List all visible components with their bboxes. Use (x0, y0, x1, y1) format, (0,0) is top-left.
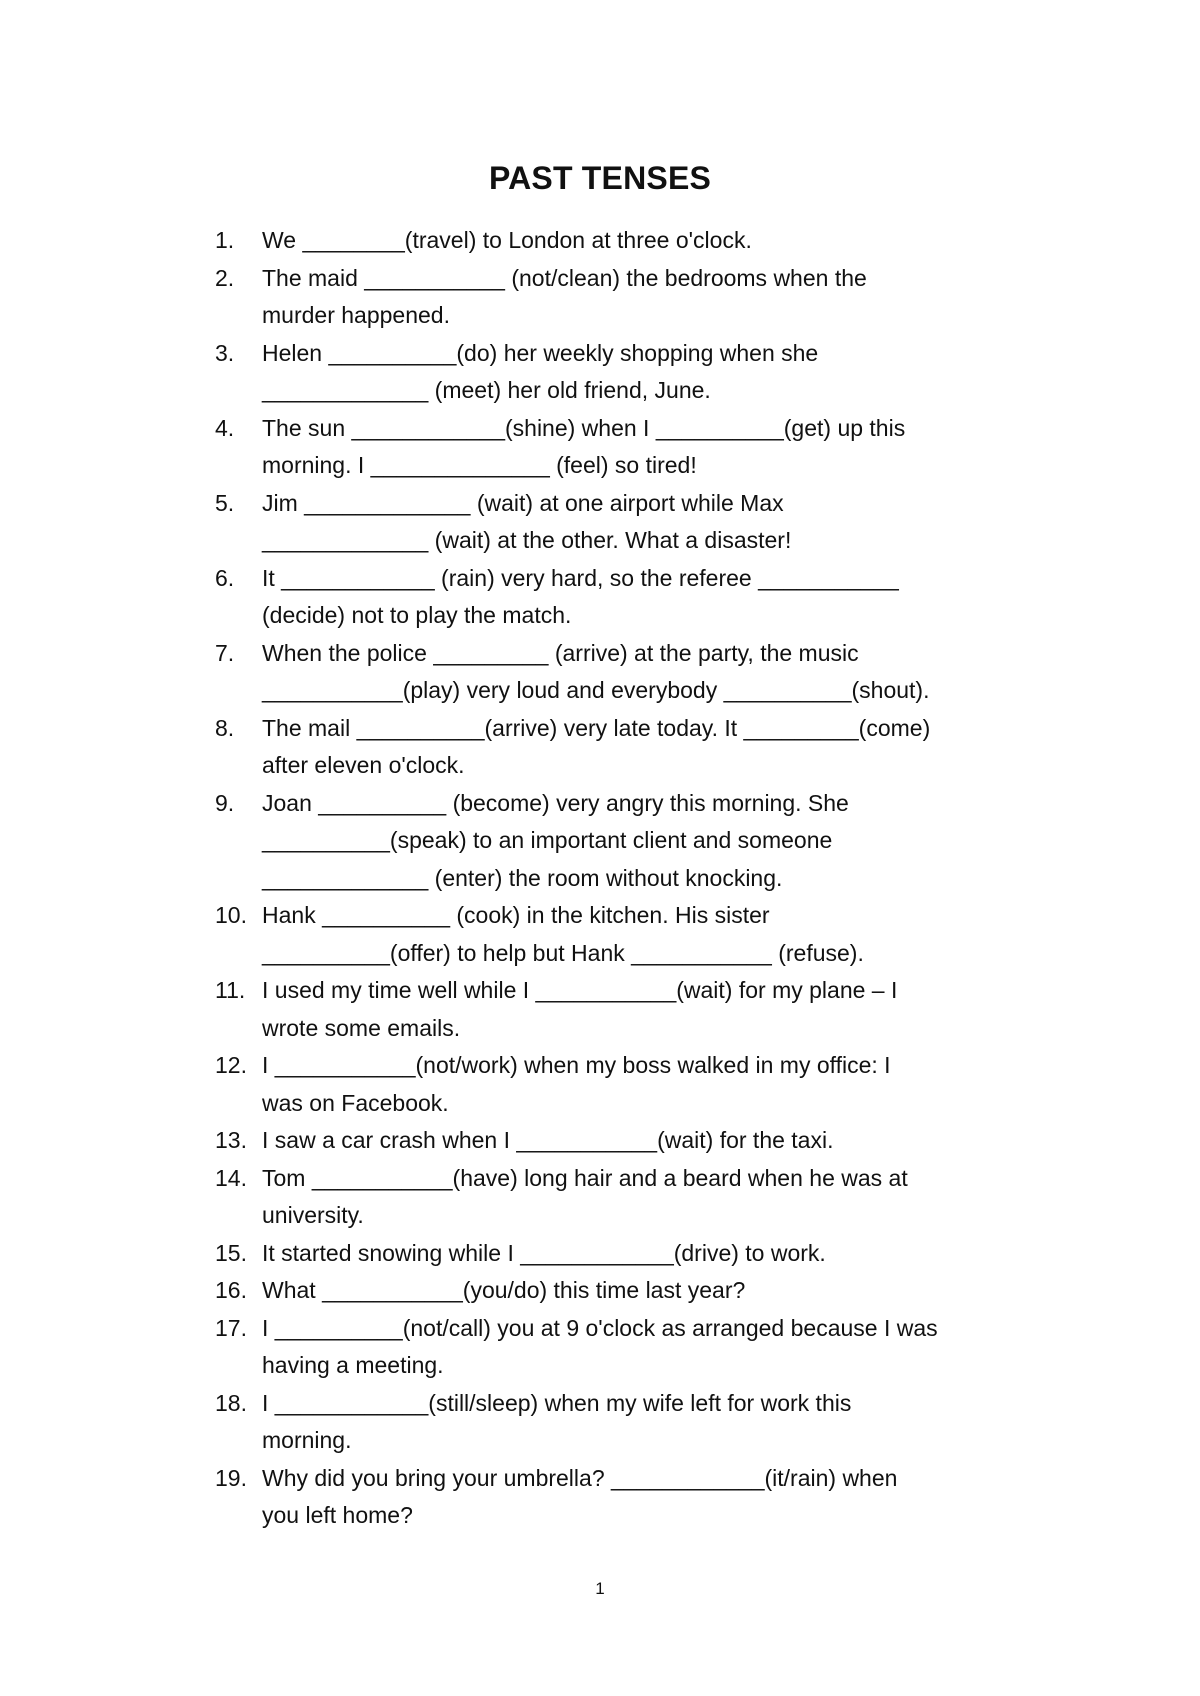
exercise-item (215, 1272, 1035, 1310)
exercise-number: 2. (215, 264, 235, 291)
exercise-number: 13. (215, 1127, 247, 1153)
exercise-text-line: Helen __________(do) her weekly shopping when she (262, 339, 819, 366)
exercise-item (215, 897, 1035, 972)
exercise-number: 7. (215, 639, 235, 666)
exercise-item (215, 335, 1035, 410)
exercise-text-line: It ____________ (rain) very hard, so the referee ___________ (262, 564, 899, 591)
exercise-number: 16. (215, 1277, 247, 1303)
exercise-text-line: _____________ (enter) the room without knocking. (262, 864, 783, 891)
exercise-item (215, 222, 1035, 260)
exercise-item (215, 635, 1035, 710)
exercise-number: 15. (215, 1239, 247, 1266)
exercise-text-line: having a meeting. (262, 1352, 444, 1378)
exercise-item (215, 1047, 1035, 1122)
exercise-text-line: ___________(play) very loud and everybody __________(shout). (262, 677, 930, 703)
exercise-text-line: Tom ___________(have) long hair and a beard when he was at (262, 1164, 908, 1191)
exercise-text-line: I ___________(not/work) when my boss walked in my office: I (262, 1052, 891, 1078)
exercise-text-line: It started snowing while I ____________(drive) to work. (262, 1239, 826, 1266)
exercise-number: 19. (215, 1464, 247, 1491)
exercise-item (215, 560, 1035, 635)
exercise-number: 17. (215, 1314, 247, 1341)
exercise-list (215, 222, 1035, 1535)
exercise-text-line: I ____________(still/sleep) when my wife left for work this (262, 1389, 852, 1416)
exercise-text-line: wrote some emails. (262, 1014, 461, 1041)
exercise-number: 4. (215, 414, 235, 441)
exercise-number: 6. (215, 564, 235, 591)
exercise-text-line: university. (262, 1202, 364, 1228)
exercise-text-line: __________(offer) to help but Hank ___________ (refuse). (262, 939, 864, 966)
exercise-text-line: What ___________(you/do) this time last year? (262, 1277, 746, 1303)
exercise-item (215, 1122, 1035, 1160)
exercise-text-line: The sun ____________(shine) when I __________(get) up this (262, 414, 906, 441)
exercise-item (215, 260, 1035, 335)
exercise-item (215, 1160, 1035, 1235)
exercise-number: 12. (215, 1052, 247, 1078)
exercise-text-line: The mail __________(arrive) very late today. It _________(come) (262, 714, 931, 741)
exercise-text-line: __________(speak) to an important client and someone (262, 827, 833, 853)
exercise-text-line: The maid ___________ (not/clean) the bedrooms when the (262, 264, 867, 291)
exercise-text-line: I __________(not/call) you at 9 o'clock as arranged because I was (262, 1314, 938, 1341)
exercise-text-line: after eleven o'clock. (262, 752, 465, 778)
exercise-number: 3. (215, 339, 235, 366)
exercise-text-line: I used my time well while I ___________(wait) for my plane – I (262, 977, 898, 1003)
exercise-item (215, 485, 1035, 560)
exercise-number: 8. (215, 714, 235, 741)
exercise-text-line: Hank __________ (cook) in the kitchen. His sister (262, 902, 770, 928)
exercise-number: 1. (215, 227, 235, 253)
exercise-text-line: Why did you bring your umbrella? ____________(it/rain) when (262, 1464, 898, 1491)
exercise-number: 5. (215, 489, 235, 516)
exercise-text-line: When the police _________ (arrive) at the party, the music (262, 639, 859, 666)
exercise-item (215, 1235, 1035, 1273)
exercise-number: 18. (215, 1389, 247, 1416)
exercise-item (215, 410, 1035, 485)
page-title: PAST TENSES (488, 160, 712, 196)
exercise-text-line: Joan __________ (become) very angry this morning. She (262, 789, 849, 816)
exercise-number: 9. (215, 789, 235, 816)
exercise-text-line: murder happened. (262, 302, 450, 328)
exercise-item (215, 1385, 1035, 1460)
page-number: 1 (595, 1579, 605, 1598)
exercise-item (215, 710, 1035, 785)
exercise-text-line: I saw a car crash when I ___________(wait) for the taxi. (262, 1127, 834, 1153)
exercise-item (215, 972, 1035, 1047)
exercise-number: 11. (215, 977, 246, 1003)
exercise-text-line: morning. (262, 1427, 352, 1453)
exercise-text-line: (decide) not to play the match. (262, 602, 572, 628)
exercise-item (215, 785, 1035, 898)
exercise-text-line: Jim _____________ (wait) at one airport while Max (262, 489, 784, 516)
exercise-number: 10. (215, 902, 247, 928)
exercise-text-line: was on Facebook. (262, 1089, 449, 1116)
exercise-item (215, 1310, 1035, 1385)
exercise-text-line: you left home? (262, 1502, 413, 1528)
exercise-text-line: morning. I ______________ (feel) so tired! (262, 452, 697, 478)
exercise-number: 14. (215, 1164, 247, 1191)
exercise-text-line: We ________(travel) to London at three o'clock. (262, 227, 752, 253)
exercise-text-line: _____________ (wait) at the other. What a disaster! (262, 527, 792, 553)
exercise-item (215, 1460, 1035, 1535)
exercise-text-line: _____________ (meet) her old friend, June. (262, 377, 711, 403)
